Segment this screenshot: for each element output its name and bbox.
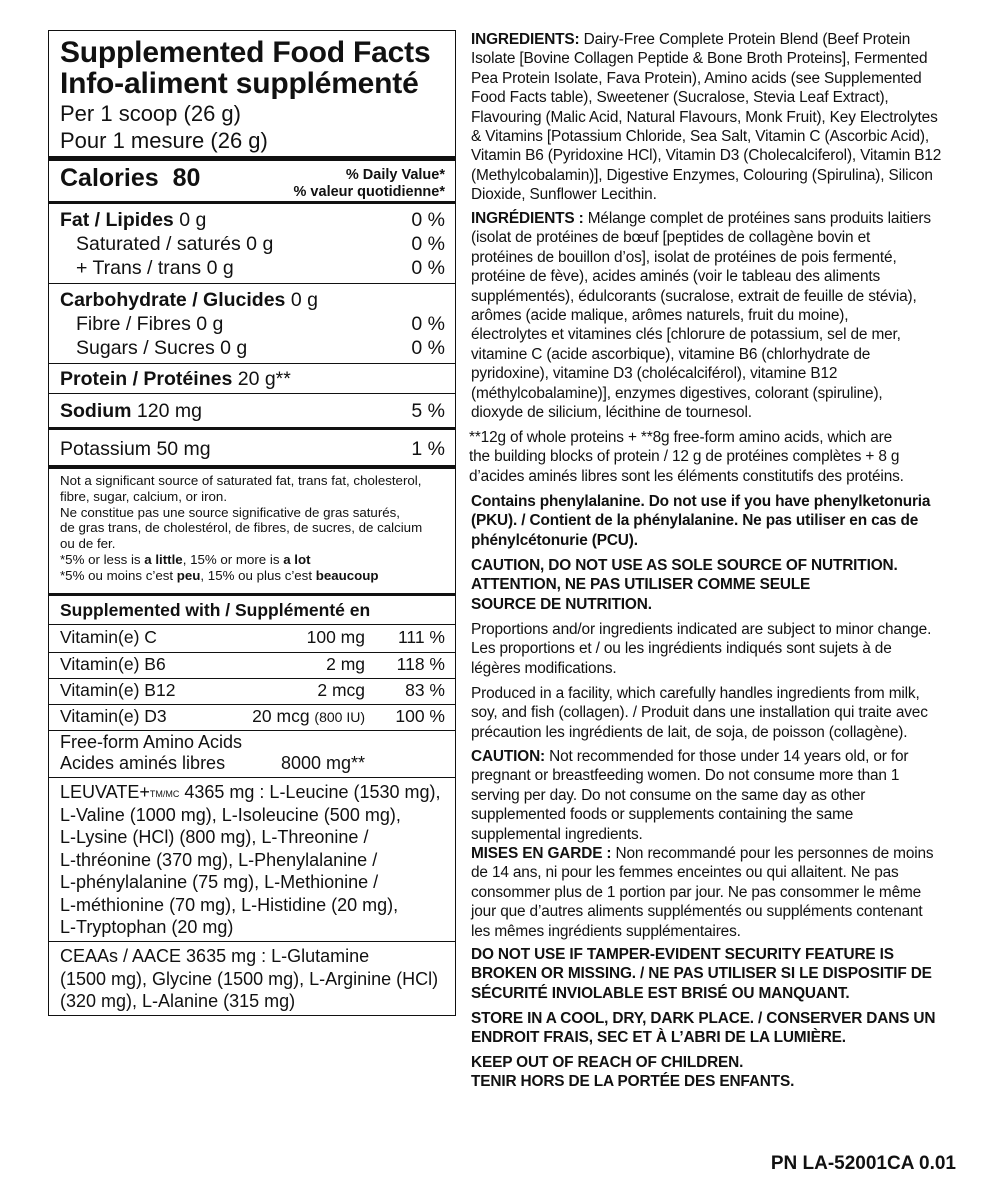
ingredients-fr: INGRÉDIENTS : Mélange complet de protéines sans produits laitiers (isolat de protéines de bœuf [peptides de collagène bovin et protéines de bouillon d’os], isolat de protéines de pois fermenté, protéine de fève), acides aminés (voir le tableau des aliments supplémentés), édulcorants (sucralose, extrait de feuille de stévia), arômes (acide malique, arômes naturels, fruit du moine), électrolytes et vitamines clés [chlorure de potassium, sel de mer, vitamine C (acide ascorbique), vitamine B6 (chlorhydrate de pyridoxine), vitamine D3 (cholécalciférol), vitamine B12 (méthylcobalamine)], enzymes digestives, colorant (spiruline), dioxyde de silicium, lécithine de tournesol.	[471, 210, 931, 422]
amino-acids-row	[60, 732, 445, 752]
calories-label: Calories	[60, 164, 159, 192]
amino-line: L-Lysine (HCl) (800 mg), L-Threonine /	[60, 827, 369, 847]
fat-row	[60, 209, 445, 231]
amino-line: CEAAs / AACE 3635 mg : L-Glutamine	[60, 946, 370, 966]
vitamin-dv: 83 %	[405, 680, 445, 700]
amino-line: LEUVATE+$^{TM/MC}$ 4365 mg : L-Leucine (1530 mg),	[60, 782, 441, 802]
proportions-note: Proportions and/or ingredients indicated are subject to minor change. Les proportions et / ou les ingrédients indiqués sont sujets à de légères modifications.	[471, 621, 932, 677]
vitamin-amount: 2 mg	[326, 654, 365, 674]
vitamin-amount: 100 mg	[306, 627, 365, 647]
amino-line: (1500 mg), Glycine (1500 mg), L-Arginine (HCl)	[60, 968, 439, 989]
vitamin-name: Vitamin(e) B12	[60, 680, 176, 700]
vitamin-amount: 2 mcg	[317, 680, 365, 700]
divider-thick	[49, 465, 455, 469]
trans-label: + Trans / trans 0 g	[76, 257, 234, 279]
fat-amount: 0 g	[179, 209, 207, 231]
divider	[49, 624, 455, 625]
potassium-dv: 1 %	[411, 438, 445, 460]
saturated-label: Saturated / saturés 0 g	[76, 233, 274, 255]
divider-medium	[49, 427, 455, 430]
percent-note-en: *5% or less is a little, 15% or more is a lot	[60, 551, 311, 567]
amino-line: L-Valine (1000 mg), L-Isoleucine (500 mg),	[60, 804, 401, 825]
vitamin-dv: 111 %	[397, 627, 445, 647]
footnote-line: Not a significant source of saturated fat, trans fat, cholesterol,	[60, 473, 422, 488]
sole-source-caution: CAUTION, DO NOT USE AS SOLE SOURCE OF NUTRITION. ATTENTION, NE PAS UTILISER COMME SEULE SOURCE DE NUTRITION.	[471, 557, 898, 613]
divider	[49, 777, 455, 778]
divider	[49, 283, 455, 284]
divider	[49, 363, 455, 364]
daily-value-header-en: % Daily Value*	[345, 167, 445, 183]
saturated-row	[76, 233, 445, 255]
saturated-dv: 0 %	[411, 233, 445, 255]
vitamin-row	[60, 680, 445, 700]
amino-line: L-thréonine (370 mg), L-Phenylalanine /	[60, 849, 378, 870]
divider	[49, 941, 455, 942]
sodium-row	[60, 400, 445, 422]
tamper-warning: DO NOT USE IF TAMPER-EVIDENT SECURITY FEATURE IS BROKEN OR MISSING. / NE PAS UTILISER SI LE DISPOSITIF DE SÉCURITÉ INVIOLABLE EST BRISÉ OU MANQUANT.	[471, 946, 932, 1002]
leuvate-block	[60, 781, 447, 939]
amino-acids-row	[60, 753, 445, 773]
carbohydrate-label: Carbohydrate / Glucides	[60, 289, 286, 311]
pku-warning: Contains phenylalanine. Do not use if you have phenylketonuria (PKU). / Contient de la phénylalanine. Ne pas utiliser en cas de phénylcétonurie (PCU).	[471, 493, 931, 549]
calories-row	[60, 164, 200, 192]
serving-size-en: Per 1 scoop (26 g)	[60, 101, 241, 126]
daily-value-header-fr: % valeur quotidienne*	[293, 184, 445, 200]
vitamin-row	[60, 627, 445, 647]
fibre-label: Fibre / Fibres 0 g	[76, 313, 224, 335]
amino-line: L-Tryptophan (20 mg)	[60, 917, 234, 937]
supplemented-food-facts-table	[48, 30, 456, 1016]
caution-en: CAUTION: Not recommended for those under 14 years old, or for pregnant or breastfeeding women. Do not consume more than 1 serving per day. Do not consume on the same day as other supplemented foods or supplements containing the same supplemental ingredients.	[471, 748, 909, 843]
trans-dv: 0 %	[411, 257, 445, 279]
vitamin-dv: 118 %	[396, 654, 445, 674]
vitamin-name: Vitamin(e) D3	[60, 706, 167, 726]
sugars-dv: 0 %	[411, 337, 445, 359]
protein-label: Protein / Protéines	[60, 368, 233, 390]
sodium-amount: 120 mg	[136, 400, 202, 422]
divider-medium	[49, 593, 455, 596]
sodium-label: Sodium	[60, 400, 132, 422]
fibre-dv: 0 %	[411, 313, 445, 335]
footnote-block	[60, 473, 447, 584]
footnote-line: ou de fer.	[60, 536, 116, 552]
percent-note-fr: *5% ou moins c’est peu, 15% ou plus c’est beaucoup	[60, 567, 379, 583]
part-number: PN LA-52001CA 0.01	[770, 1153, 956, 1174]
fat-dv: 0 %	[411, 209, 445, 231]
divider-medium	[49, 201, 455, 204]
vitamin-name: Vitamin(e) B6	[60, 654, 166, 674]
ingredients-en: INGREDIENTS: Dairy-Free Complete Protein Blend (Beef Protein Isolate [Bovine Collagen Peptide & Bone Broth Proteins], Fermented Pea Protein Isolate, Fava Protein), Amino acids (see Supplemented Food Facts table), Sweetener (Sucralose, Stevia Leaf Extract), Flavouring (Malic Acid, Natural Flavours, Monk Fruit), Key Electrolytes & Vitamins [Potassium Chloride, Sea Salt, Vitamin C (Ascorbic Acid), Vitamin B6 (Pyridoxine HCl), Vitamin D3 (Cholecalciferol), Vitamin B12 (Methylcobalamin)], Digestive Enzymes, Colouring (Spirulina), Silicon Dioxide, Sunflower Lecithin.	[471, 31, 942, 204]
divider	[49, 678, 455, 679]
footnote-line: Ne constitue pas une source significative de gras saturés,	[60, 504, 400, 520]
sugars-row	[76, 337, 445, 359]
protein-row	[60, 368, 445, 390]
facts-title-fr: Info-aliment supplémenté	[60, 67, 419, 100]
footnote-line: de gras trans, de cholestérol, de fibres, de sucres, de calcium	[60, 520, 423, 536]
divider	[49, 652, 455, 653]
carbohydrate-amount: 0 g	[290, 289, 318, 311]
vitamin-row	[60, 706, 445, 726]
carbohydrate-row	[60, 289, 445, 311]
ceaas-block	[60, 945, 447, 1013]
divider	[49, 730, 455, 731]
calories-value: 80	[172, 164, 201, 192]
storage-instructions: STORE IN A COOL, DRY, DARK PLACE. / CONSERVER DANS UN ENDROIT FRAIS, SEC ET À L’ABRI DE LA LUMIÈRE.	[471, 1010, 936, 1047]
amino-line: L-phénylalanine (75 mg), L-Methionine /	[60, 872, 379, 892]
amino-label-en: Free-form Amino Acids	[60, 732, 243, 752]
divider	[49, 704, 455, 705]
trans-row	[76, 257, 445, 279]
sugars-label: Sugars / Sucres 0 g	[76, 337, 248, 359]
children-warning: KEEP OUT OF REACH OF CHILDREN. TENIR HORS DE LA PORTÉE DES ENFANTS.	[471, 1054, 795, 1091]
vitamin-amount: 20 mcg (800 IU)	[252, 706, 365, 726]
vitamin-dv: 100 %	[395, 706, 445, 726]
amino-line: L-méthionine (70 mg), L-Histidine (20 mg),	[60, 894, 399, 915]
amino-amount: 8000 mg**	[280, 753, 365, 773]
serving-size-fr: Pour 1 mesure (26 g)	[60, 128, 268, 153]
amino-line: (320 mg), L-Alanine (315 mg)	[60, 991, 296, 1011]
sodium-dv: 5 %	[411, 400, 445, 422]
allergen-facility-note: Produced in a facility, which carefully handles ingredients from milk, soy, and fish (collagen). / Produit dans une installation qui traite avec précaution les ingrédients de lait, de soja, de poisson (collagène).	[471, 685, 928, 741]
facts-title-en: Supplemented Food Facts	[60, 36, 431, 69]
divider	[49, 393, 455, 394]
caution-fr: MISES EN GARDE : Non recommandé pour les personnes de moins de 14 ans, ni pour les femmes enceintes ou qui allaitent. Ne pas consommer plus de 1 portion par jour. Ne pas consommer le même jour que d’autres aliments supplémentés ou suppléments contenant les mêmes ingrédients supplémentaires.	[471, 845, 934, 940]
potassium-row	[60, 438, 445, 460]
daily-value-header	[294, 167, 445, 201]
potassium-label: Potassium 50 mg	[60, 438, 211, 460]
divider-thick	[49, 156, 455, 161]
protein-amount: 20 g**	[237, 368, 291, 390]
protein-footnote: **12g of whole proteins + **8g free-form amino acids, which are the building blocks of protein / 12 g de protéines complètes + 8 g d’acides aminés libres sont les éléments constitutifs des protéins.	[469, 429, 904, 485]
vitamin-name: Vitamin(e) C	[60, 627, 157, 647]
footnote-line: fibre, sugar, calcium, or iron.	[60, 488, 228, 504]
amino-label-fr: Acides aminés libres	[60, 753, 226, 773]
fat-label: Fat / Lipides	[60, 209, 174, 231]
supplemented-header: Supplemented with / Supplémenté en	[60, 600, 371, 620]
vitamin-row	[60, 654, 445, 674]
fibre-row	[76, 313, 445, 335]
